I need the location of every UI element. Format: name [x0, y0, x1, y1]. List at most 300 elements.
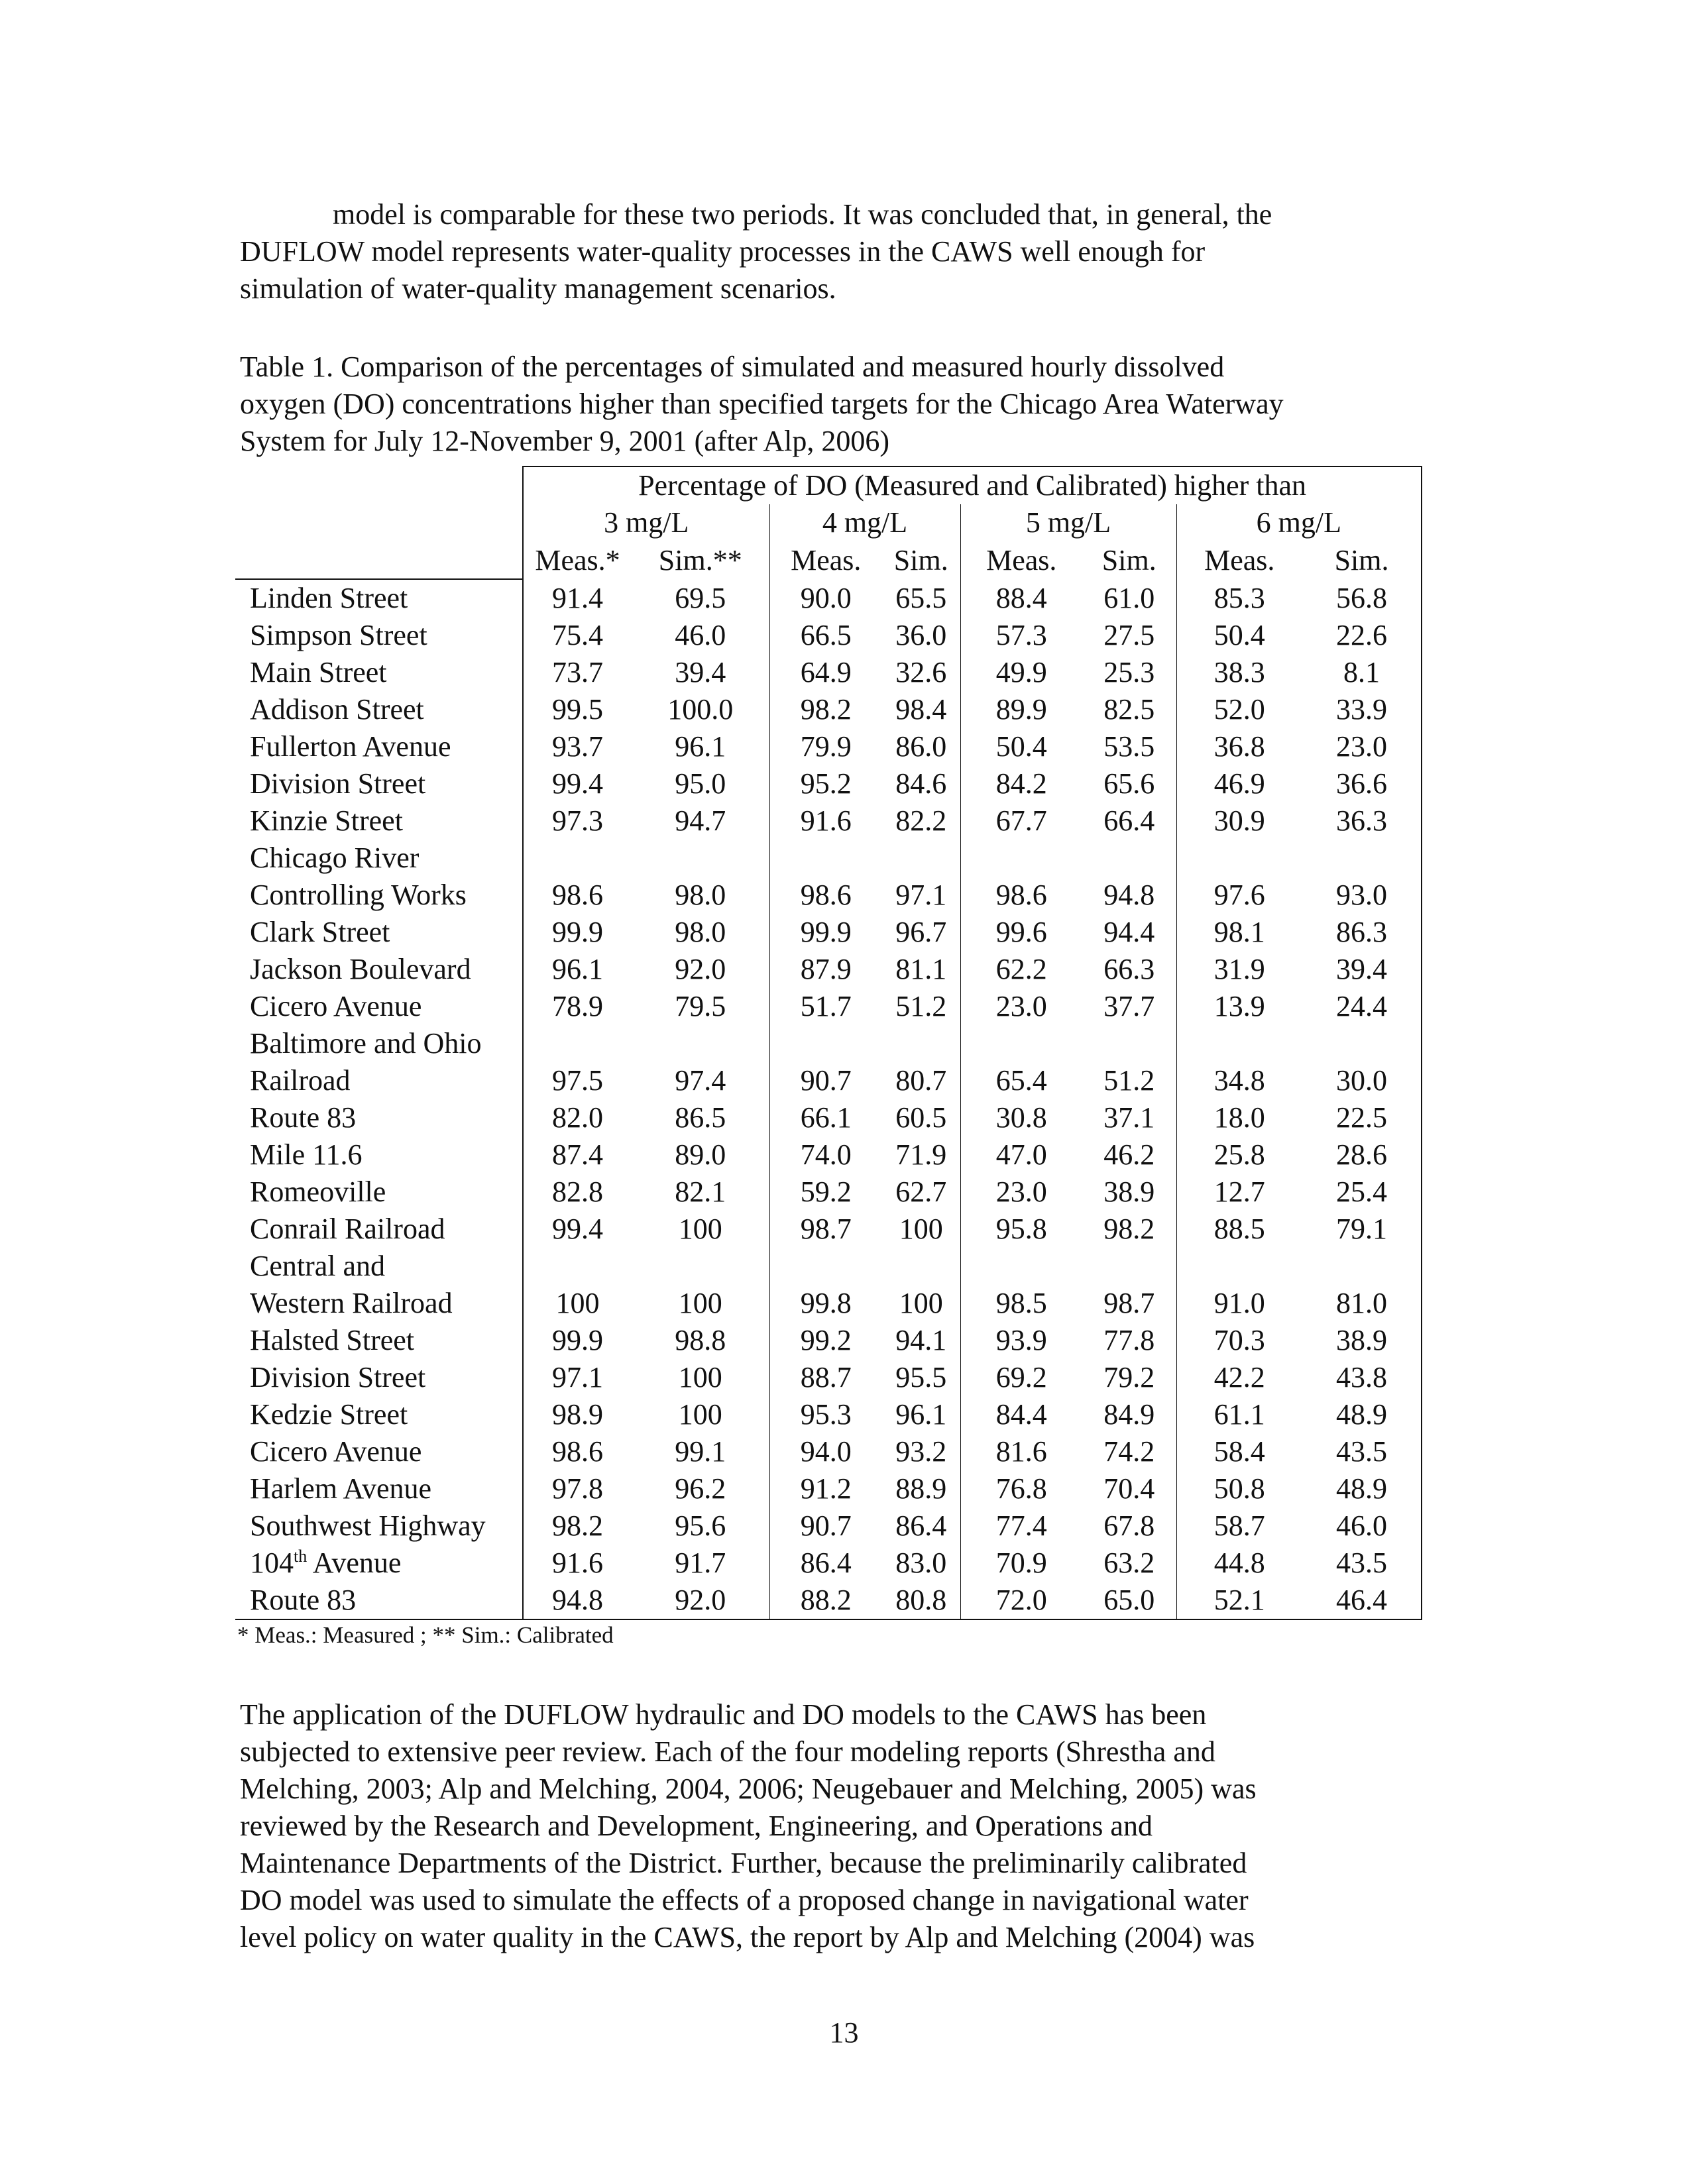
- group-header-row: [235, 504, 1422, 541]
- sub-header: Sim.: [1101, 543, 1156, 576]
- group-header: 3 mg/L: [523, 504, 769, 541]
- measured-value-cell: 58.7: [1176, 1507, 1302, 1545]
- simulated-value-cell: [882, 840, 960, 877]
- measured-value-cell: 66.1: [769, 1099, 882, 1136]
- measured-value-cell: 100: [523, 1285, 632, 1322]
- measured-value-cell: 97.8: [523, 1470, 632, 1507]
- table-row: [235, 951, 1422, 988]
- measured-value-cell: 67.7: [960, 802, 1082, 840]
- location-name: Main Street: [250, 656, 387, 688]
- sub-header: Meas.: [960, 541, 1082, 579]
- measured-value-cell: 88.4: [960, 579, 1082, 617]
- measured-value-cell: 90.0: [769, 579, 882, 617]
- measured-value-cell: 98.6: [769, 877, 882, 914]
- measured-value-cell: 91.6: [523, 1545, 632, 1582]
- simulated-value-cell: 93.2: [895, 1435, 947, 1468]
- simulated-value-cell: 37.7: [1103, 990, 1155, 1022]
- measured-value-cell: 99.2: [769, 1322, 882, 1359]
- table-row: [235, 1062, 1422, 1099]
- simulated-value-cell: 24.4: [1302, 988, 1422, 1025]
- measured-value-cell: 13.9: [1176, 988, 1302, 1025]
- measured-value-cell: 44.8: [1176, 1545, 1302, 1582]
- simulated-value-cell: 98.4: [895, 693, 947, 726]
- table-row: [235, 877, 1422, 914]
- simulated-value-cell: 100: [678, 1361, 722, 1393]
- table-row: [235, 840, 1422, 877]
- table-row: [235, 914, 1422, 951]
- measured-value-cell: 98.6: [523, 877, 632, 914]
- simulated-value-cell: 99.1: [675, 1435, 726, 1468]
- ordinal-suffix: th: [294, 1547, 308, 1566]
- table-header-title: Percentage of DO (Measured and Calibrated) higher than: [523, 466, 1422, 504]
- simulated-value-cell: 43.5: [1302, 1545, 1422, 1582]
- measured-value-cell: 52.1: [1176, 1582, 1302, 1619]
- measured-value-cell: 57.3: [960, 617, 1082, 654]
- simulated-value-cell: [1082, 840, 1176, 877]
- simulated-value-cell: 97.1: [895, 879, 947, 911]
- simulated-value-cell: 38.9: [1302, 1322, 1422, 1359]
- simulated-value-cell: 82.1: [675, 1175, 726, 1208]
- simulated-value-cell: 48.9: [1302, 1470, 1422, 1507]
- text-line: model is comparable for these two periods. It was concluded that, in general, the: [333, 198, 1272, 231]
- simulated-value-cell: 94.4: [1103, 916, 1155, 948]
- simulated-value-cell: 38.9: [1103, 1175, 1155, 1208]
- simulated-value-cell: 96.7: [895, 916, 947, 948]
- measured-value-cell: 86.4: [769, 1545, 882, 1582]
- simulated-value-cell: 97.4: [675, 1064, 726, 1097]
- intro-paragraph: [240, 196, 1420, 307]
- measured-value-cell: [960, 1025, 1082, 1062]
- simulated-value-cell: 37.1: [1103, 1101, 1155, 1134]
- simulated-value-cell: 98.7: [1103, 1287, 1155, 1319]
- measured-value-cell: 66.5: [769, 617, 882, 654]
- simulated-value-cell: [1302, 1025, 1422, 1062]
- simulated-value-cell: 81.0: [1302, 1285, 1422, 1322]
- location-name-part: 104: [250, 1547, 294, 1579]
- simulated-value-cell: 100: [678, 1287, 722, 1319]
- measured-value-cell: 99.6: [960, 914, 1082, 951]
- measured-value-cell: 69.2: [960, 1359, 1082, 1396]
- simulated-value-cell: 74.2: [1103, 1435, 1155, 1468]
- simulated-value-cell: 32.6: [895, 656, 947, 688]
- simulated-value-cell: 66.3: [1103, 953, 1155, 985]
- measured-value-cell: 98.9: [523, 1396, 632, 1433]
- simulated-value-cell: 39.4: [675, 656, 726, 688]
- measured-value-cell: 70.9: [960, 1545, 1082, 1582]
- simulated-value-cell: 100: [678, 1398, 722, 1431]
- location-name: Chicago River: [250, 842, 420, 874]
- measured-value-cell: 98.2: [769, 691, 882, 728]
- location-name: Jackson Boulevard: [250, 953, 471, 985]
- simulated-value-cell: 36.6: [1302, 765, 1422, 802]
- location-name: Route 83: [235, 1582, 523, 1619]
- simulated-value-cell: 22.6: [1302, 617, 1422, 654]
- measured-value-cell: [769, 1248, 882, 1285]
- text-line: Maintenance Departments of the District. Further, because the preliminarily calibrated: [240, 1847, 1247, 1879]
- measured-value-cell: [523, 1025, 632, 1062]
- caption-line: System for July 12-November 9, 2001 (after Alp, 2006): [240, 425, 890, 457]
- location-name: Addison Street: [250, 693, 424, 726]
- location-name: Route 83: [250, 1101, 357, 1134]
- simulated-value-cell: 43.8: [1302, 1359, 1422, 1396]
- location-name: Central and: [250, 1250, 386, 1282]
- measured-value-cell: 99.4: [523, 1211, 632, 1248]
- table-row: [235, 728, 1422, 765]
- measured-value-cell: [523, 840, 632, 877]
- simulated-value-cell: 63.2: [1103, 1547, 1155, 1579]
- simulated-value-cell: 98.8: [675, 1324, 726, 1356]
- location-name: Baltimore and Ohio: [250, 1027, 482, 1060]
- measured-value-cell: 78.9: [523, 988, 632, 1025]
- measured-value-cell: 42.2: [1176, 1359, 1302, 1396]
- measured-value-cell: 94.0: [769, 1433, 882, 1470]
- simulated-value-cell: 91.7: [675, 1547, 726, 1579]
- text-line: DO model was used to simulate the effects of a proposed change in navigational water: [240, 1884, 1249, 1916]
- simulated-value-cell: 95.5: [895, 1361, 947, 1393]
- location-name: Harlem Avenue: [250, 1472, 432, 1505]
- simulated-value-cell: 83.0: [895, 1547, 947, 1579]
- measured-value-cell: 91.0: [1176, 1285, 1302, 1322]
- simulated-value-cell: 79.1: [1302, 1211, 1422, 1248]
- measured-value-cell: 34.8: [1176, 1062, 1302, 1099]
- location-name: Simpson Street: [250, 619, 427, 651]
- do-comparison-table: [235, 466, 1422, 1620]
- measured-value-cell: 97.3: [523, 802, 632, 840]
- table-row: [235, 1211, 1422, 1248]
- simulated-value-cell: 66.4: [1103, 804, 1155, 837]
- table-row: [235, 1470, 1422, 1507]
- table-row: [235, 1099, 1422, 1136]
- location-name: Fullerton Avenue: [250, 730, 451, 763]
- simulated-value-cell: 8.1: [1302, 654, 1422, 691]
- simulated-value-cell: [882, 1248, 960, 1285]
- simulated-value-cell: 96.1: [895, 1398, 947, 1431]
- table-row: [235, 1248, 1422, 1285]
- text-line: level policy on water quality in the CAWS, the report by Alp and Melching (2004) was: [240, 1921, 1255, 1953]
- measured-value-cell: 59.2: [769, 1174, 882, 1211]
- simulated-value-cell: 98.0: [675, 916, 726, 948]
- simulated-value-cell: 53.5: [1103, 730, 1155, 763]
- measured-value-cell: 61.1: [1176, 1396, 1302, 1433]
- table-row: [235, 691, 1422, 728]
- simulated-value-cell: [632, 1025, 769, 1062]
- location-name: [235, 1545, 523, 1582]
- measured-value-cell: 89.9: [960, 691, 1082, 728]
- measured-value-cell: 51.7: [769, 988, 882, 1025]
- location-name: Cicero Avenue: [250, 1435, 422, 1468]
- table-row: [235, 802, 1422, 840]
- simulated-value-cell: 23.0: [1302, 728, 1422, 765]
- measured-value-cell: 75.4: [523, 617, 632, 654]
- measured-value-cell: 99.4: [523, 765, 632, 802]
- simulated-value-cell: 46.0: [675, 619, 726, 651]
- simulated-value-cell: 67.8: [1103, 1509, 1155, 1542]
- simulated-value-cell: 94.1: [895, 1324, 947, 1356]
- location-name: Division Street: [250, 1361, 426, 1393]
- caption-line: oxygen (DO) concentrations higher than specified targets for the Chicago Area Waterway: [240, 388, 1284, 420]
- measured-value-cell: 88.2: [769, 1582, 882, 1619]
- simulated-value-cell: 36.0: [895, 619, 947, 651]
- header-corner: [235, 466, 523, 504]
- text-line: DUFLOW model represents water-quality processes in the CAWS well enough for: [240, 235, 1206, 268]
- measured-value-cell: 91.6: [769, 802, 882, 840]
- location-name: Kedzie Street: [250, 1398, 408, 1431]
- measured-value-cell: 99.8: [769, 1285, 882, 1322]
- measured-value-cell: 23.0: [960, 988, 1082, 1025]
- table-row: [235, 988, 1422, 1025]
- measured-value-cell: 84.2: [960, 765, 1082, 802]
- measured-value-cell: 50.8: [1176, 1470, 1302, 1507]
- measured-value-cell: 87.4: [523, 1136, 632, 1174]
- simulated-value-cell: 81.1: [895, 953, 947, 985]
- simulated-value-cell: 69.5: [675, 581, 726, 614]
- simulated-value-cell: 94.7: [675, 804, 726, 837]
- location-name-part: Avenue: [307, 1547, 402, 1579]
- sub-header: Sim.: [893, 543, 948, 576]
- measured-value-cell: 99.9: [523, 914, 632, 951]
- measured-value-cell: 38.3: [1176, 654, 1302, 691]
- simulated-value-cell: 86.0: [895, 730, 947, 763]
- measured-value-cell: 70.3: [1176, 1322, 1302, 1359]
- location-name: Kinzie Street: [250, 804, 403, 837]
- measured-value-cell: 97.1: [523, 1359, 632, 1396]
- simulated-value-cell: 82.2: [895, 804, 947, 837]
- sub-header: Meas.: [1176, 541, 1302, 579]
- simulated-value-cell: 96.1: [675, 730, 726, 763]
- sub-header: Sim.**: [658, 543, 742, 576]
- measured-value-cell: 62.2: [960, 951, 1082, 988]
- table-title-row: [235, 466, 1422, 504]
- measured-value-cell: 95.8: [960, 1211, 1082, 1248]
- simulated-value-cell: 88.9: [895, 1472, 947, 1505]
- simulated-value-cell: 65.0: [1082, 1582, 1176, 1619]
- location-name: Halsted Street: [250, 1324, 415, 1356]
- simulated-value-cell: [1082, 1248, 1176, 1285]
- table-row: [235, 1582, 1422, 1619]
- table-row: [235, 1359, 1422, 1396]
- measured-value-cell: 94.8: [523, 1582, 632, 1619]
- simulated-value-cell: 71.9: [895, 1138, 947, 1171]
- measured-value-cell: 93.9: [960, 1322, 1082, 1359]
- location-name: Conrail Railroad: [250, 1213, 445, 1245]
- header-corner: [235, 504, 523, 541]
- table-row: [235, 654, 1422, 691]
- simulated-value-cell: 51.2: [895, 990, 947, 1022]
- table-row: [235, 1396, 1422, 1433]
- measured-value-cell: 79.9: [769, 728, 882, 765]
- simulated-value-cell: 86.3: [1302, 914, 1422, 951]
- measured-value-cell: 65.4: [960, 1062, 1082, 1099]
- location-name: Railroad: [250, 1064, 351, 1097]
- simulated-value-cell: 39.4: [1302, 951, 1422, 988]
- measured-value-cell: 99.9: [523, 1322, 632, 1359]
- location-name: Mile 11.6: [250, 1138, 363, 1171]
- measured-value-cell: 47.0: [960, 1136, 1082, 1174]
- simulated-value-cell: 77.8: [1103, 1324, 1155, 1356]
- sub-header: Meas.*: [523, 541, 632, 579]
- measured-value-cell: 98.1: [1176, 914, 1302, 951]
- location-name: Southwest Highway: [250, 1509, 486, 1542]
- text-line: The application of the DUFLOW hydraulic and DO models to the CAWS has been: [240, 1698, 1207, 1731]
- measured-value-cell: 98.7: [769, 1211, 882, 1248]
- text-line: reviewed by the Research and Development, Engineering, and Operations and: [240, 1810, 1153, 1842]
- simulated-value-cell: 84.9: [1103, 1398, 1155, 1431]
- measured-value-cell: 81.6: [960, 1433, 1082, 1470]
- measured-value-cell: 23.0: [960, 1174, 1082, 1211]
- location-name: Romeoville: [250, 1175, 386, 1208]
- simulated-value-cell: 25.3: [1103, 656, 1155, 688]
- measured-value-cell: 30.9: [1176, 802, 1302, 840]
- simulated-value-cell: 60.5: [895, 1101, 947, 1134]
- measured-value-cell: 46.9: [1176, 765, 1302, 802]
- simulated-value-cell: 98.2: [1103, 1213, 1155, 1245]
- simulated-value-cell: 96.2: [675, 1472, 726, 1505]
- header-corner: [235, 541, 523, 579]
- simulated-value-cell: [1302, 1248, 1422, 1285]
- measured-value-cell: 97.6: [1176, 877, 1302, 914]
- simulated-value-cell: 80.7: [895, 1064, 947, 1097]
- simulated-value-cell: 28.6: [1302, 1136, 1422, 1174]
- measured-value-cell: 98.5: [960, 1285, 1082, 1322]
- measured-value-cell: 72.0: [960, 1582, 1082, 1619]
- measured-value-cell: 74.0: [769, 1136, 882, 1174]
- table-row: [235, 1025, 1422, 1062]
- table-body: [235, 579, 1422, 1619]
- simulated-value-cell: 33.9: [1302, 691, 1422, 728]
- simulated-value-cell: 43.5: [1302, 1433, 1422, 1470]
- sub-header: Sim.: [1302, 541, 1422, 579]
- simulated-value-cell: 62.7: [895, 1175, 947, 1208]
- measured-value-cell: 95.3: [769, 1396, 882, 1433]
- measured-value-cell: 30.8: [960, 1099, 1082, 1136]
- measured-value-cell: 88.5: [1176, 1211, 1302, 1248]
- simulated-value-cell: 95.0: [675, 767, 726, 800]
- table-row: [235, 1545, 1422, 1582]
- group-header: 6 mg/L: [1176, 504, 1422, 541]
- simulated-value-cell: 30.0: [1302, 1062, 1422, 1099]
- simulated-value-cell: 56.8: [1302, 579, 1422, 617]
- measured-value-cell: 96.1: [523, 951, 632, 988]
- measured-value-cell: 76.8: [960, 1470, 1082, 1507]
- measured-value-cell: 73.7: [523, 654, 632, 691]
- simulated-value-cell: 46.2: [1103, 1138, 1155, 1171]
- measured-value-cell: [1176, 1025, 1302, 1062]
- simulated-value-cell: 100.0: [667, 693, 734, 726]
- measured-value-cell: 97.5: [523, 1062, 632, 1099]
- sub-header: Meas.: [769, 541, 882, 579]
- measured-value-cell: 98.6: [960, 877, 1082, 914]
- measured-value-cell: [960, 840, 1082, 877]
- measured-value-cell: 82.0: [523, 1099, 632, 1136]
- measured-value-cell: 49.9: [960, 654, 1082, 691]
- measured-value-cell: 36.8: [1176, 728, 1302, 765]
- group-header: 4 mg/L: [769, 504, 960, 541]
- measured-value-cell: 31.9: [1176, 951, 1302, 988]
- simulated-value-cell: [1082, 1025, 1176, 1062]
- measured-value-cell: 64.9: [769, 654, 882, 691]
- simulated-value-cell: 51.2: [1103, 1064, 1155, 1097]
- measured-value-cell: 82.8: [523, 1174, 632, 1211]
- measured-value-cell: 25.8: [1176, 1136, 1302, 1174]
- measured-value-cell: 84.4: [960, 1396, 1082, 1433]
- measured-value-cell: 85.3: [1176, 579, 1302, 617]
- table-caption: [240, 349, 1420, 460]
- table-row: [235, 1322, 1422, 1359]
- simulated-value-cell: 79.5: [675, 990, 726, 1022]
- measured-value-cell: [1176, 1248, 1302, 1285]
- measured-value-cell: [769, 1025, 882, 1062]
- table-row: [235, 1136, 1422, 1174]
- simulated-value-cell: 100: [899, 1213, 943, 1245]
- text-line: simulation of water-quality management scenarios.: [240, 272, 836, 305]
- measured-value-cell: 93.7: [523, 728, 632, 765]
- measured-value-cell: [960, 1248, 1082, 1285]
- simulated-value-cell: 92.0: [675, 953, 726, 985]
- table-row: [235, 1285, 1422, 1322]
- simulated-value-cell: 80.8: [882, 1582, 960, 1619]
- measured-value-cell: 88.7: [769, 1359, 882, 1396]
- simulated-value-cell: 46.0: [1302, 1507, 1422, 1545]
- measured-value-cell: 99.5: [523, 691, 632, 728]
- measured-value-cell: 50.4: [1176, 617, 1302, 654]
- simulated-value-cell: 93.0: [1302, 877, 1422, 914]
- table-footnote: * Meas.: Measured ; ** Sim.: Calibrated: [237, 1622, 614, 1648]
- table-row: [235, 579, 1422, 617]
- measured-value-cell: 50.4: [960, 728, 1082, 765]
- measured-value-cell: 87.9: [769, 951, 882, 988]
- simulated-value-cell: 48.9: [1302, 1396, 1422, 1433]
- location-name: Clark Street: [250, 916, 390, 948]
- page-number: 13: [829, 2016, 859, 2049]
- simulated-value-cell: 92.0: [632, 1582, 769, 1619]
- simulated-value-cell: 89.0: [675, 1138, 726, 1171]
- measured-value-cell: 52.0: [1176, 691, 1302, 728]
- caption-line: Table 1. Comparison of the percentages of simulated and measured hourly dissolved: [240, 351, 1225, 383]
- measured-value-cell: 98.6: [523, 1433, 632, 1470]
- measured-value-cell: [1176, 840, 1302, 877]
- location-name: Linden Street: [250, 582, 408, 614]
- measured-value-cell: 98.2: [523, 1507, 632, 1545]
- measured-value-cell: 91.2: [769, 1470, 882, 1507]
- table-row: [235, 1174, 1422, 1211]
- location-name: Division Street: [250, 767, 426, 800]
- simulated-value-cell: [1302, 840, 1422, 877]
- simulated-value-cell: 36.3: [1302, 802, 1422, 840]
- table-row: [235, 765, 1422, 802]
- text-line: Melching, 2003; Alp and Melching, 2004, 2006; Neugebauer and Melching, 2005) was: [240, 1773, 1257, 1805]
- simulated-value-cell: 95.6: [675, 1509, 726, 1542]
- measured-value-cell: 90.7: [769, 1507, 882, 1545]
- simulated-value-cell: 46.4: [1302, 1582, 1422, 1619]
- simulated-value-cell: 61.0: [1103, 581, 1155, 614]
- simulated-value-cell: 25.4: [1302, 1174, 1422, 1211]
- simulated-value-cell: 82.5: [1103, 693, 1155, 726]
- sub-header-row: [235, 541, 1422, 579]
- text-line: subjected to extensive peer review. Each of the four modeling reports (Shrestha and: [240, 1735, 1215, 1768]
- simulated-value-cell: 22.5: [1302, 1099, 1422, 1136]
- simulated-value-cell: 27.5: [1103, 619, 1155, 651]
- measured-value-cell: 95.2: [769, 765, 882, 802]
- simulated-value-cell: 70.4: [1103, 1472, 1155, 1505]
- table-row: [235, 617, 1422, 654]
- simulated-value-cell: [632, 840, 769, 877]
- measured-value-cell: [523, 1248, 632, 1285]
- simulated-value-cell: 65.5: [895, 581, 947, 614]
- simulated-value-cell: 86.4: [895, 1509, 947, 1542]
- table-row: [235, 1507, 1422, 1545]
- simulated-value-cell: 86.5: [675, 1101, 726, 1134]
- measured-value-cell: 58.4: [1176, 1433, 1302, 1470]
